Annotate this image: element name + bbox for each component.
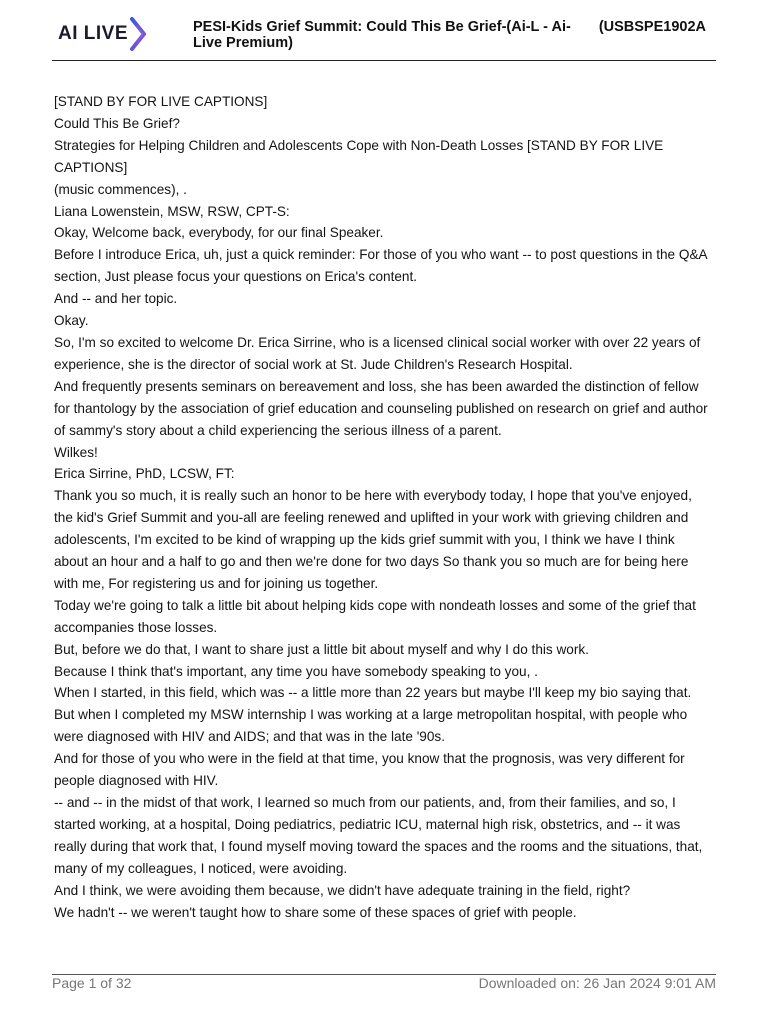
document-title: PESI-Kids Grief Summit: Could This Be Grief-(Ai-L - Ai-Live Premium)	[193, 19, 571, 51]
transcript-line: So, I'm so excited to welcome Dr. Erica Sirrine, who is a licensed clinical social worker with over 22 years of experience, she is the director of social work at St. Jude Children's Research Hospital.	[54, 334, 701, 372]
transcript-line: But, before we do that, I want to share just a little bit about myself and why I do this work.	[54, 641, 589, 657]
transcript-line: [STAND BY FOR LIVE CAPTIONS]	[54, 94, 268, 109]
transcript-line: And frequently presents seminars on bereavement and loss, she has been awarded the distinction of fellow for thantology by the association of grief education and counseling published on research on grief and author of sammy's story about a child experiencing the serious illness of a parent.	[54, 378, 708, 438]
speaker-label: Erica Sirrine, PhD, LCSW, FT:	[54, 466, 235, 482]
document-header	[52, 14, 716, 61]
transcript-line: Thank you so much, it is really such an honor to be here with everybody today, I hope that you've enjoyed, the kid's Grief Summit and you-all are feeling renewed and uplifted in your work with grieving children and adolescents, I'm excited to be kind of wrapping up the kids grief summit with you, I think we have I think about an hour and a half to go and then we're done for two days So thank you so much are for being here with me, For registering us and for joining us together.	[54, 488, 692, 591]
transcript-line: And I think, we were avoiding them because, we didn't have adequate training in the field, right?	[54, 882, 631, 898]
document-code: (USBSPE1902A	[598, 19, 706, 35]
transcript-line: Before I introduce Erica, uh, just a quick reminder: For those of you who want -- to post questions in the Q&A section, Just please focus your questions on Erica's content.	[54, 247, 707, 285]
ai-live-logo	[58, 16, 148, 52]
document-footer	[52, 974, 716, 997]
transcript-line: (music commences), .	[54, 181, 187, 197]
transcript-line: Strategies for Helping Children and Adolescents Cope with Non-Death Losses [STAND BY FOR LIVE CAPTIONS]	[54, 137, 664, 175]
transcript-line: -- and -- in the midst of that work, I learned so much from our patients, and, from their families, and so, I started working, at a hospital, Doing pediatrics, pediatric ICU, maternal high risk, obstetrics, and -- it was really during that work that, I found myself moving toward the spaces and the rooms and the situations, that, many of my colleagues, I noticed, were avoiding.	[54, 795, 703, 876]
transcript-line: Okay, Welcome back, everybody, for our final Speaker.	[54, 225, 384, 241]
transcript-line: Because I think that's important, any time you have somebody speaking to you, .	[54, 663, 538, 679]
transcript-line: But when I completed my MSW internship I was working at a large metropolitan hospital, with people who were diagnosed with HIV and AIDS; and that was in the late '90s.	[54, 707, 688, 745]
transcript-line: Okay.	[54, 313, 89, 329]
transcript-line: And for those of you who were in the field at that time, you know that the prognosis, was very different for people diagnosed with HIV.	[54, 751, 685, 789]
speaker-label: Liana Lowenstein, MSW, RSW, CPT-S:	[54, 203, 290, 219]
transcript-line: When I started, in this field, which was -- a little more than 22 years but maybe I'll keep my bio saying that.	[54, 685, 692, 701]
transcript-line: Today we're going to talk a little bit about helping kids cope with nondeath losses and some of the grief that accompanies those losses.	[54, 597, 696, 635]
transcript-line: Wilkes!	[54, 444, 98, 460]
chevron-right-icon	[130, 17, 148, 51]
transcript-line: Could This Be Grief?	[54, 115, 180, 131]
page-number: Page 1 of 32	[52, 975, 132, 991]
transcript-body	[54, 91, 710, 923]
logo-text: AI LIVE	[58, 23, 129, 44]
download-timestamp: Downloaded on: 26 Jan 2024 9:01 AM	[478, 975, 716, 991]
transcript-line: And -- and her topic.	[54, 291, 178, 307]
transcript-line: We hadn't -- we weren't taught how to share some of these spaces of grief with people.	[54, 904, 577, 920]
